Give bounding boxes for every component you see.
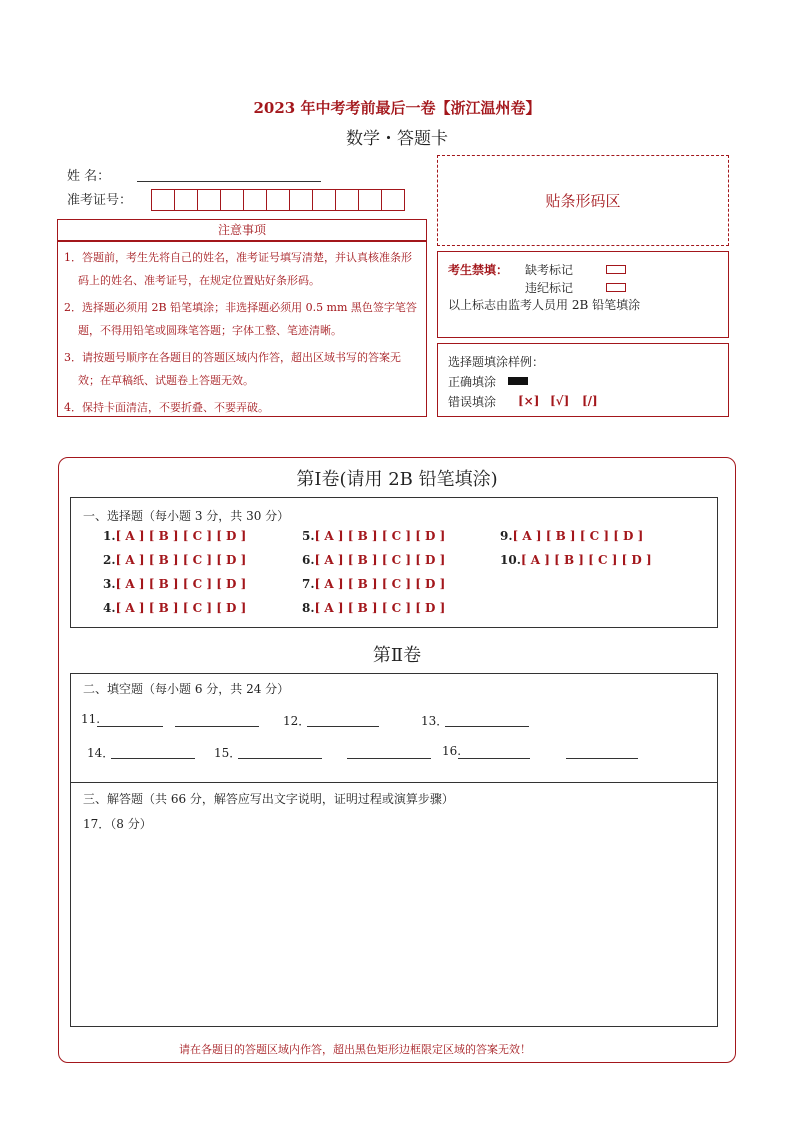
id-digit-box[interactable] [220, 189, 244, 211]
wrong-mark: [×] [518, 394, 540, 408]
sample-title: 选择题填涂样例： [448, 355, 545, 369]
notice-item: 3．请按题号顺序在各题目的答题区域内作答，超出区域书写的答案无效；在草稿纸、试题卷上答题无效。 [64, 351, 401, 387]
proctor-note: 以上标志由监考人员用 2B 铅笔填涂 [448, 298, 641, 312]
question-number: 10. [500, 553, 521, 567]
question-number: 3. [103, 577, 116, 591]
notice-item: 1．答题前，考生先将自己的姓名，准考证号填写清楚，并认真核准条形码上的姓名、准考证号，在规定位置贴好条形码。 [64, 251, 412, 287]
q12-blank[interactable] [307, 712, 379, 727]
wrong-mark: [√] [550, 394, 570, 408]
question-number: 9. [500, 529, 513, 543]
id-digit-box[interactable] [174, 189, 198, 211]
options[interactable]: [ A ] [ B ] [ C ] [ D ] [314, 529, 446, 543]
mc-header: 一、选择题（每小题 3 分，共 30 分） [83, 509, 290, 523]
barcode-area [437, 155, 729, 246]
q17-label: 17．（8 分） [83, 817, 152, 831]
id-digit-box[interactable] [197, 189, 221, 211]
q15-blank-2[interactable] [347, 744, 431, 759]
id-digit-box[interactable] [381, 189, 405, 211]
id-digit-box[interactable] [289, 189, 313, 211]
notice-item: 2．选择题必须用 2B 铅笔填涂；非选择题必须用 0.5 mm 黑色签字笔答题，不得用铅笔或圆珠笔答题；字体工整、笔迹清晰。 [64, 301, 417, 337]
notice-item: 4．保持卡面清洁，不要折叠、不要弄破。 [64, 401, 269, 414]
mc-question-2[interactable] [103, 553, 246, 567]
options[interactable]: [ A ] [ B ] [ C ] [ D ] [314, 553, 446, 567]
options[interactable]: [ A ] [ B ] [ C ] [ D ] [314, 601, 446, 615]
mc-question-10[interactable] [500, 553, 652, 567]
question-number: 7. [302, 577, 315, 591]
wrong-mark: [/] [582, 394, 598, 408]
q15-label: 15． [214, 746, 242, 760]
footer-warning: 请在各题目的答题区域内作答，超出黑色矩形边框限定区域的答案无效！ [179, 1043, 531, 1056]
mc-question-1[interactable] [103, 529, 246, 543]
name-field[interactable] [137, 166, 321, 182]
violation-mark-box[interactable] [606, 283, 626, 292]
options[interactable]: [ A ] [ B ] [ C ] [ D ] [115, 601, 247, 615]
q12-label: 12． [283, 714, 311, 728]
id-label: 准考证号： [67, 193, 133, 208]
mc-question-9[interactable] [500, 529, 643, 543]
question-number: 5. [302, 529, 315, 543]
sample-box [437, 343, 729, 417]
q11-blank-2[interactable] [175, 712, 259, 727]
correct-fill-sample [508, 377, 528, 385]
mc-box [70, 497, 718, 628]
exam-subtitle: 数学・答题卡 [346, 129, 448, 149]
correct-label: 正确填涂 [448, 375, 497, 389]
section-divider [70, 782, 718, 783]
options[interactable]: [ A ] [ B ] [ C ] [ D ] [314, 577, 446, 591]
question-number: 4. [103, 601, 116, 615]
q14-label: 14． [87, 746, 115, 760]
mc-question-5[interactable] [302, 529, 445, 543]
mc-question-8[interactable] [302, 601, 445, 615]
question-number: 1. [103, 529, 116, 543]
barcode-label: 贴条形码区 [545, 192, 621, 210]
options[interactable]: [ A ] [ B ] [ C ] [ D ] [115, 577, 247, 591]
part2-box [70, 673, 718, 1027]
mc-question-7[interactable] [302, 577, 445, 591]
part2-title: 第Ⅱ卷 [372, 645, 422, 666]
violation-label: 违纪标记 [525, 281, 574, 295]
id-digit-box[interactable] [266, 189, 290, 211]
notice-box [57, 241, 427, 417]
q13-blank[interactable] [445, 712, 529, 727]
id-digit-box[interactable] [151, 189, 175, 211]
part1-title: 第Ⅰ卷(请用 2B 铅笔填涂) [296, 469, 498, 490]
q11-label: 11. [81, 712, 101, 726]
name-label: 姓 名： [67, 169, 111, 184]
id-digit-box[interactable] [358, 189, 382, 211]
question-number: 8. [302, 601, 315, 615]
forbidden-label: 考生禁填： [448, 263, 509, 277]
proctor-box [437, 251, 729, 338]
options[interactable]: [ A ] [ B ] [ C ] [ D ] [512, 529, 644, 543]
solve-header: 三、解答题（共 66 分，解答应写出文字说明，证明过程或演算步骤） [83, 792, 454, 806]
q17-answer-area[interactable] [81, 836, 707, 1016]
mc-question-4[interactable] [103, 601, 246, 615]
absent-label: 缺考标记 [525, 263, 574, 277]
q16-label: 16. [442, 744, 462, 758]
mc-question-6[interactable] [302, 553, 445, 567]
fill-header: 二、填空题（每小题 6 分，共 24 分） [83, 682, 290, 696]
options[interactable]: [ A ] [ B ] [ C ] [ D ] [520, 553, 652, 567]
q11-blank-1[interactable] [97, 712, 163, 727]
notice-title: 注意事项 [57, 219, 427, 241]
q16-blank-2[interactable] [566, 744, 638, 759]
options[interactable]: [ A ] [ B ] [ C ] [ D ] [115, 529, 247, 543]
absent-mark-box[interactable] [606, 265, 626, 274]
id-digit-box[interactable] [312, 189, 336, 211]
question-number: 2. [103, 553, 116, 567]
id-digit-box[interactable] [243, 189, 267, 211]
q16-blank-1[interactable] [458, 744, 530, 759]
question-number: 6. [302, 553, 315, 567]
q14-blank[interactable] [111, 744, 195, 759]
mc-question-3[interactable] [103, 577, 246, 591]
options[interactable]: [ A ] [ B ] [ C ] [ D ] [115, 553, 247, 567]
q15-blank-1[interactable] [238, 744, 322, 759]
exam-title: 2023 年中考考前最后一卷【浙江温州卷】 [253, 99, 541, 117]
id-digit-box[interactable] [335, 189, 359, 211]
wrong-label: 错误填涂 [448, 395, 497, 409]
id-number-boxes[interactable] [151, 189, 404, 211]
q13-label: 13． [421, 714, 449, 728]
